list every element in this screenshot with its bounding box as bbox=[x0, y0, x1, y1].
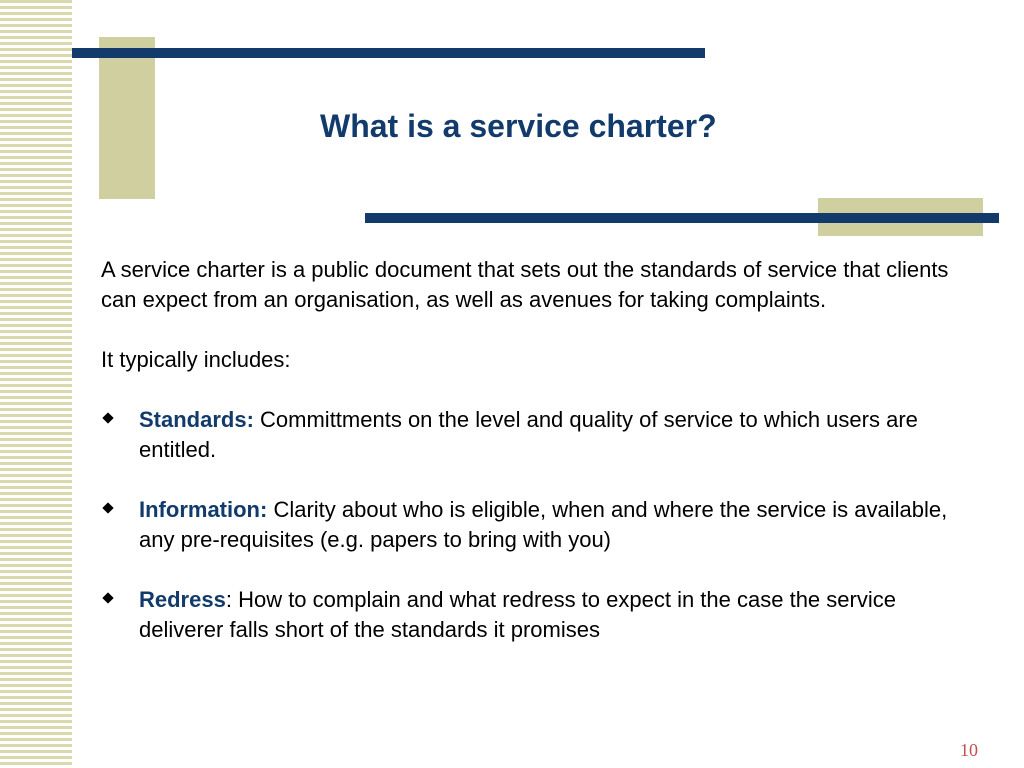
lead-paragraph: It typically includes: bbox=[101, 347, 291, 372]
diamond-bullet-icon bbox=[102, 412, 113, 423]
accent-bar-bottom bbox=[365, 213, 999, 223]
bullet-term: Information: bbox=[139, 497, 268, 522]
diamond-bullet-icon bbox=[102, 502, 113, 513]
bullet-text: : How to complain and what redress to expect in the case the service deliverer falls short of the standards it promises bbox=[139, 587, 896, 642]
bullet-item-standards bbox=[101, 405, 961, 465]
bullet-list bbox=[101, 405, 961, 645]
accent-block-left bbox=[99, 37, 155, 199]
bullet-term: Standards: bbox=[139, 407, 254, 432]
bullet-term: Redress bbox=[139, 587, 226, 612]
diamond-bullet-icon bbox=[102, 592, 113, 603]
page-number: 10 bbox=[960, 740, 978, 760]
decorative-stripes bbox=[0, 0, 72, 768]
bullet-text: Clarity about who is eligible, when and where the service is available, any pre-requisites (e.g. papers to bring with you) bbox=[139, 497, 948, 552]
bullet-item-redress bbox=[101, 585, 961, 645]
bullet-text: Committments on the level and quality of service to which users are entitled. bbox=[139, 407, 918, 462]
intro-paragraph: A service charter is a public document that sets out the standards of service that clients can expect from an organisation, as well as avenues for taking complaints. bbox=[101, 257, 949, 312]
slide-body bbox=[101, 255, 961, 645]
bullet-item-information bbox=[101, 495, 961, 555]
slide-title: What is a service charter? bbox=[320, 108, 717, 144]
accent-bar-top bbox=[72, 48, 705, 58]
